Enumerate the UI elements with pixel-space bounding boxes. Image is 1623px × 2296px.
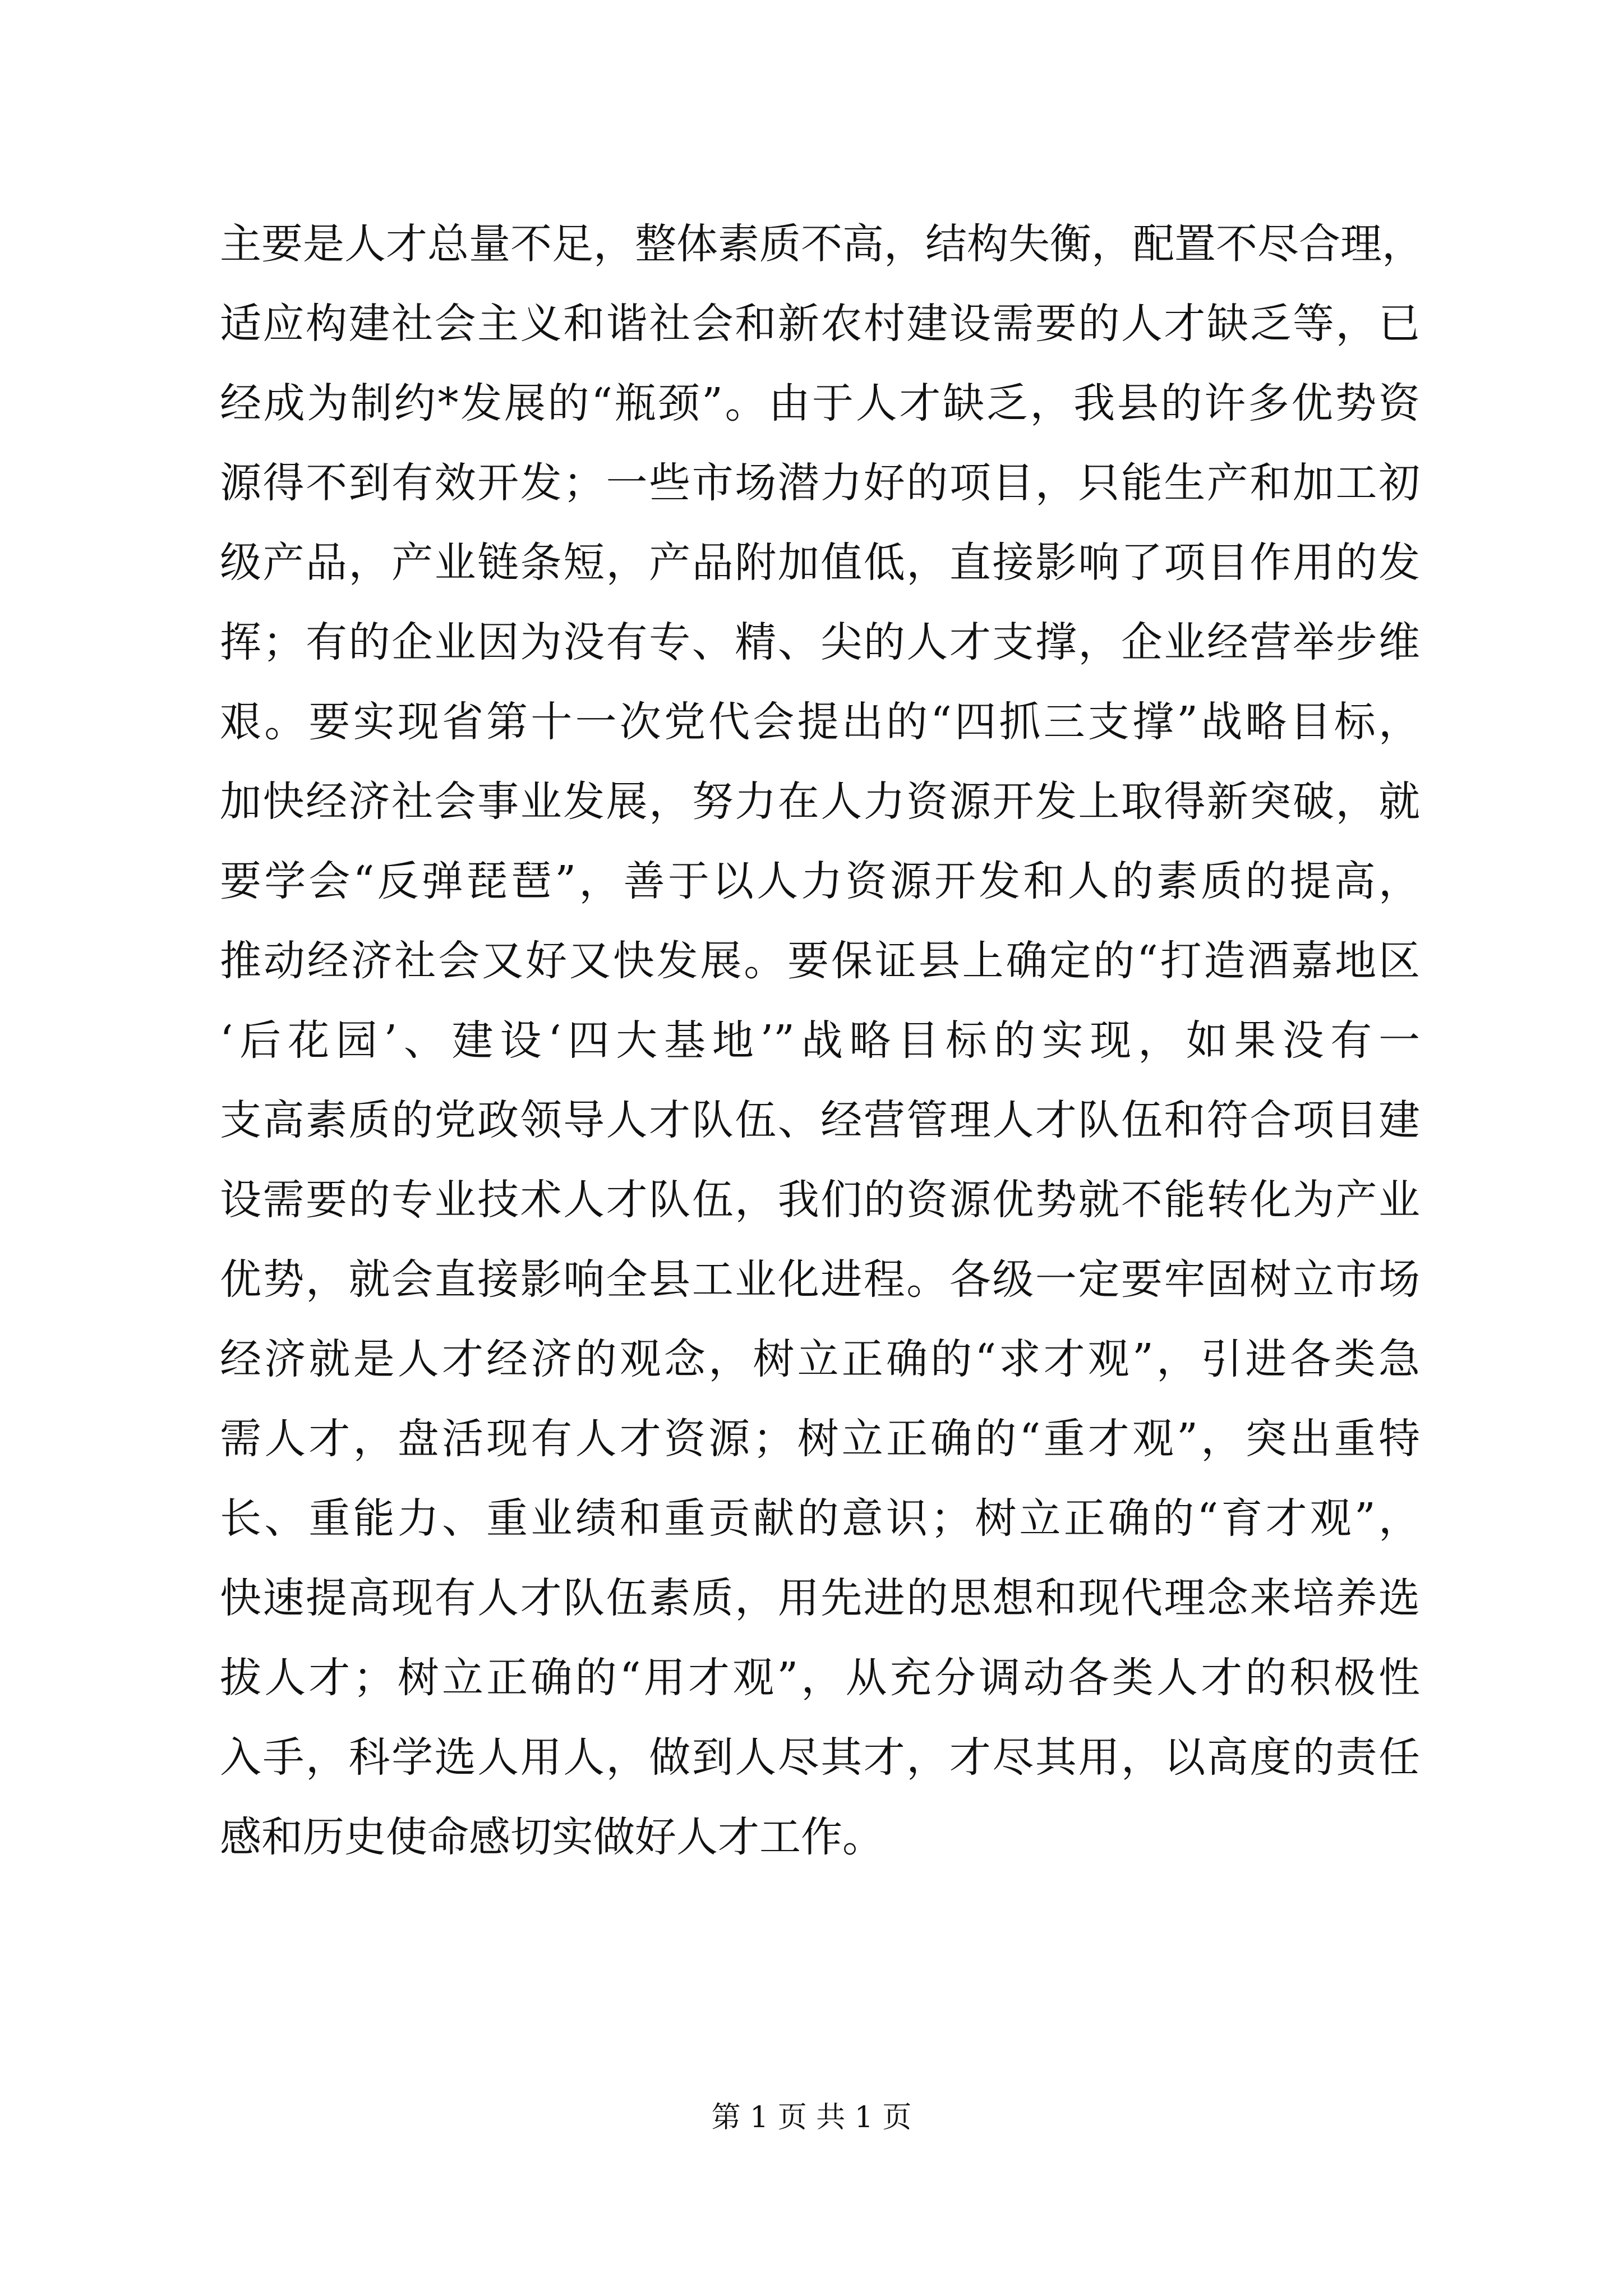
text-line: 快速提高现有人才队伍素质，用先进的思想和现代理念来培养选 xyxy=(220,1574,1420,1622)
text-line: 优势，就会直接影响全县工业化进程。各级一定要牢固树立市场 xyxy=(220,1255,1420,1304)
text-line-last: 感和历史使命感切实做好人才工作。 xyxy=(220,1813,884,1861)
text-line: 推动经济社会又好又快发展。要保证县上确定的“打造酒嘉地区 xyxy=(220,937,1420,985)
body-paragraph xyxy=(220,204,1423,1877)
text-line: 级产品，产业链条短，产品附加值低，直接影响了项目作用的发 xyxy=(220,539,1420,587)
text-line: 艰。要实现省第十一次党代会提出的“四抓三支撑”战略目标， xyxy=(220,698,1420,746)
text-line: 适应构建社会主义和谐社会和新农村建设需要的人才缺乏等，已 xyxy=(220,300,1420,348)
text-line: 经成为制约*发展的“瓶颈”。由于人才缺乏，我县的许多优势资 xyxy=(220,379,1420,427)
text-line: 加快经济社会事业发展，努力在人力资源开发上取得新突破，就 xyxy=(220,777,1420,826)
text-line: 需人才，盘活现有人才资源；树立正确的“重才观”，突出重特 xyxy=(220,1415,1420,1463)
text-line: 支高素质的党政领导人才队伍、经营管理人才队伍和符合项目建 xyxy=(220,1096,1420,1144)
text-line: 设需要的专业技术人才队伍，我们的资源优势就不能转化为产业 xyxy=(220,1176,1420,1224)
page-footer: 第 1 页 共 1 页 xyxy=(711,2101,912,2134)
text-line: 长、重能力、重业绩和重贡献的意识；树立正确的“育才观”， xyxy=(220,1494,1420,1543)
text-line: 拔人才；树立正确的“用才观”，从充分调动各类人才的积极性 xyxy=(220,1654,1420,1702)
text-line: 入手，科学选人用人，做到人尽其才，才尽其用，以高度的责任 xyxy=(220,1733,1420,1782)
text-line: ‘后花园’、建设‘四大基地’”战略目标的实现，如果没有一 xyxy=(220,1016,1420,1065)
text-line: 主要是人才总量不足，整体素质不高，结构失衡，配置不尽合理， xyxy=(220,220,1423,268)
text-line: 经济就是人才经济的观念，树立正确的“求才观”，引进各类急 xyxy=(220,1335,1420,1383)
text-line: 源得不到有效开发；一些市场潜力好的项目，只能生产和加工初 xyxy=(220,459,1420,507)
text-line: 挥；有的企业因为没有专、精、尖的人才支撑，企业经营举步维 xyxy=(220,618,1420,666)
text-line: 要学会“反弹琵琶”，善于以人力资源开发和人的素质的提高， xyxy=(220,857,1420,905)
